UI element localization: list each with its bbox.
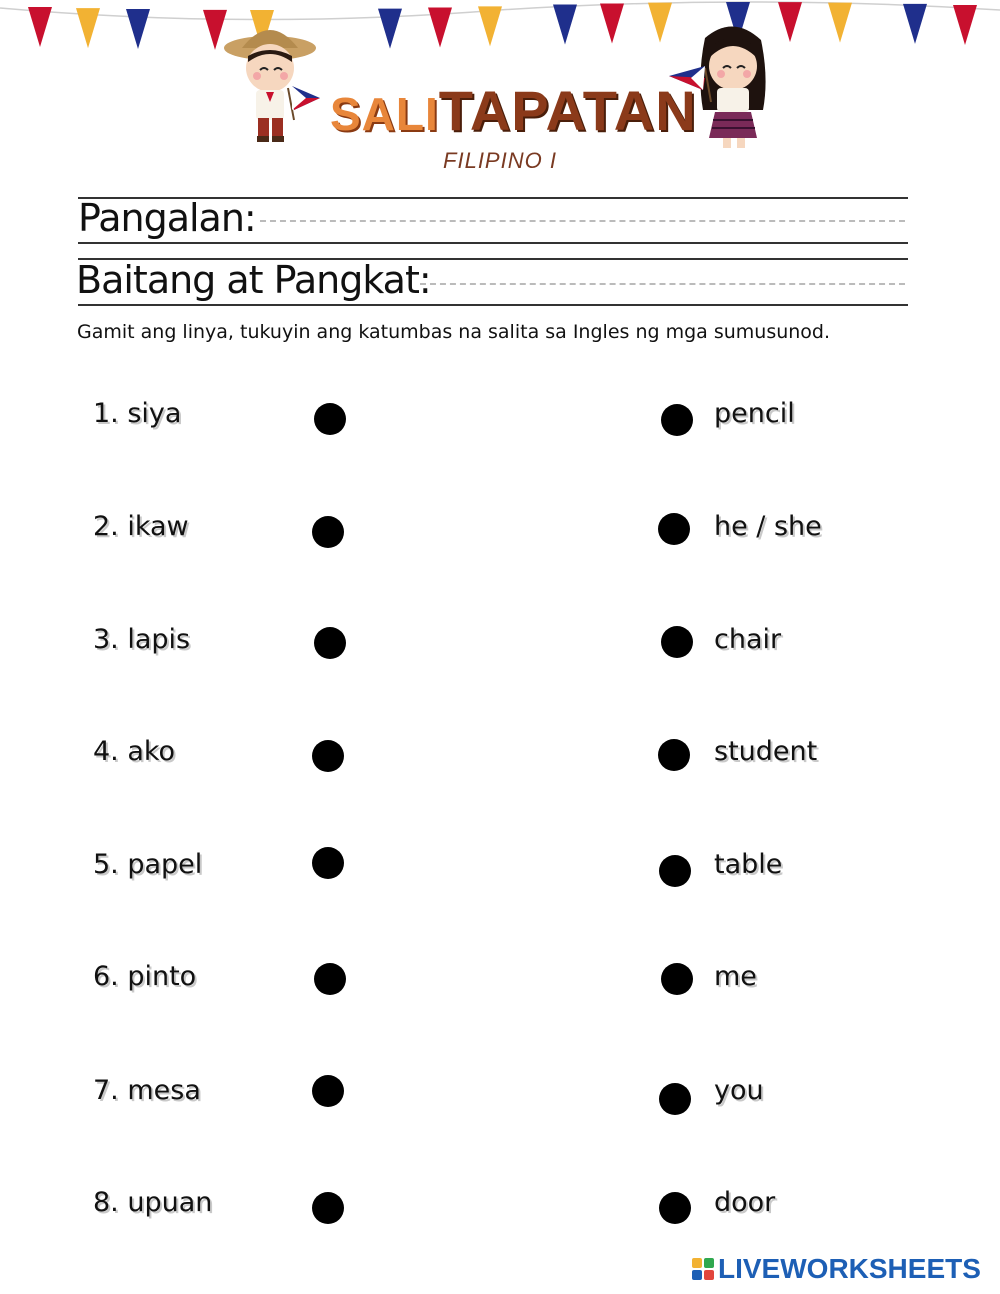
right-item-8: door [714,1187,776,1218]
title-part-tapatan: TAPATAN [438,79,697,142]
left-dot-1[interactable] [314,403,346,435]
bunting-flag [903,4,927,44]
right-dot-2[interactable] [658,513,690,545]
left-item-2: 2. ikaw [93,511,189,542]
left-dot-2[interactable] [312,516,344,548]
worksheet-title [330,78,697,143]
instructions-text: Gamit ang linya, tukuyin ang katumbas na salita sa Ingles ng mga sumusunod. [77,321,831,343]
left-dot-4[interactable] [312,740,344,772]
grade-section-label: Baitang at Pangkat: [76,258,431,302]
left-item-7: 7. mesa [93,1075,201,1106]
right-dot-4[interactable] [658,739,690,771]
bunting-flag [778,2,802,42]
bunting-flag [28,7,52,47]
boy-illustration-icon [222,18,322,150]
bunting-flag [600,3,624,43]
name-input-line[interactable] [260,220,905,222]
right-item-2: he / she [714,511,822,542]
left-dot-7[interactable] [312,1075,344,1107]
left-item-6: 6. pinto [93,961,197,992]
right-dot-3[interactable] [661,626,693,658]
right-dot-1[interactable] [661,404,693,436]
left-item-3: 3. lapis [93,624,191,655]
right-item-4: student [714,736,818,767]
left-item-1: 1. siya [93,398,182,429]
right-dot-7[interactable] [659,1083,691,1115]
left-dot-8[interactable] [312,1192,344,1224]
bunting-flag [126,9,150,49]
bunting-flag [76,8,100,48]
liveworksheets-brand[interactable] [692,1253,981,1285]
bunting-flag [428,8,452,48]
right-item-7: you [714,1075,764,1106]
right-item-6: me [714,961,757,992]
bunting-flag [828,3,852,43]
right-dot-5[interactable] [659,855,691,887]
bunting-decoration [0,0,1000,70]
name-bottom-rule [78,242,908,244]
right-dot-8[interactable] [659,1192,691,1224]
left-item-4: 4. ako [93,736,176,767]
bunting-flag [478,6,502,46]
right-dot-6[interactable] [661,963,693,995]
left-dot-5[interactable] [312,847,344,879]
right-item-3: chair [714,624,782,655]
bunting-flag [553,4,577,44]
grade-section-input-line[interactable] [420,283,905,285]
right-item-1: pencil [714,398,795,429]
brand-text: LIVEWORKSHEETS [718,1253,981,1284]
left-dot-6[interactable] [314,963,346,995]
liveworksheets-logo-icon [692,1258,714,1280]
left-item-8: 8. upuan [93,1187,213,1218]
bunting-flag [378,9,402,49]
bunting-flag [953,5,977,45]
title-part-sali: SALI [330,88,439,140]
subject-subtitle: FILIPINO I [443,148,557,173]
name-label: Pangalan: [78,196,256,240]
left-dot-3[interactable] [314,627,346,659]
left-item-5: 5. papel [93,849,203,880]
right-item-5: table [714,849,783,880]
grade-bottom-rule [78,304,908,306]
